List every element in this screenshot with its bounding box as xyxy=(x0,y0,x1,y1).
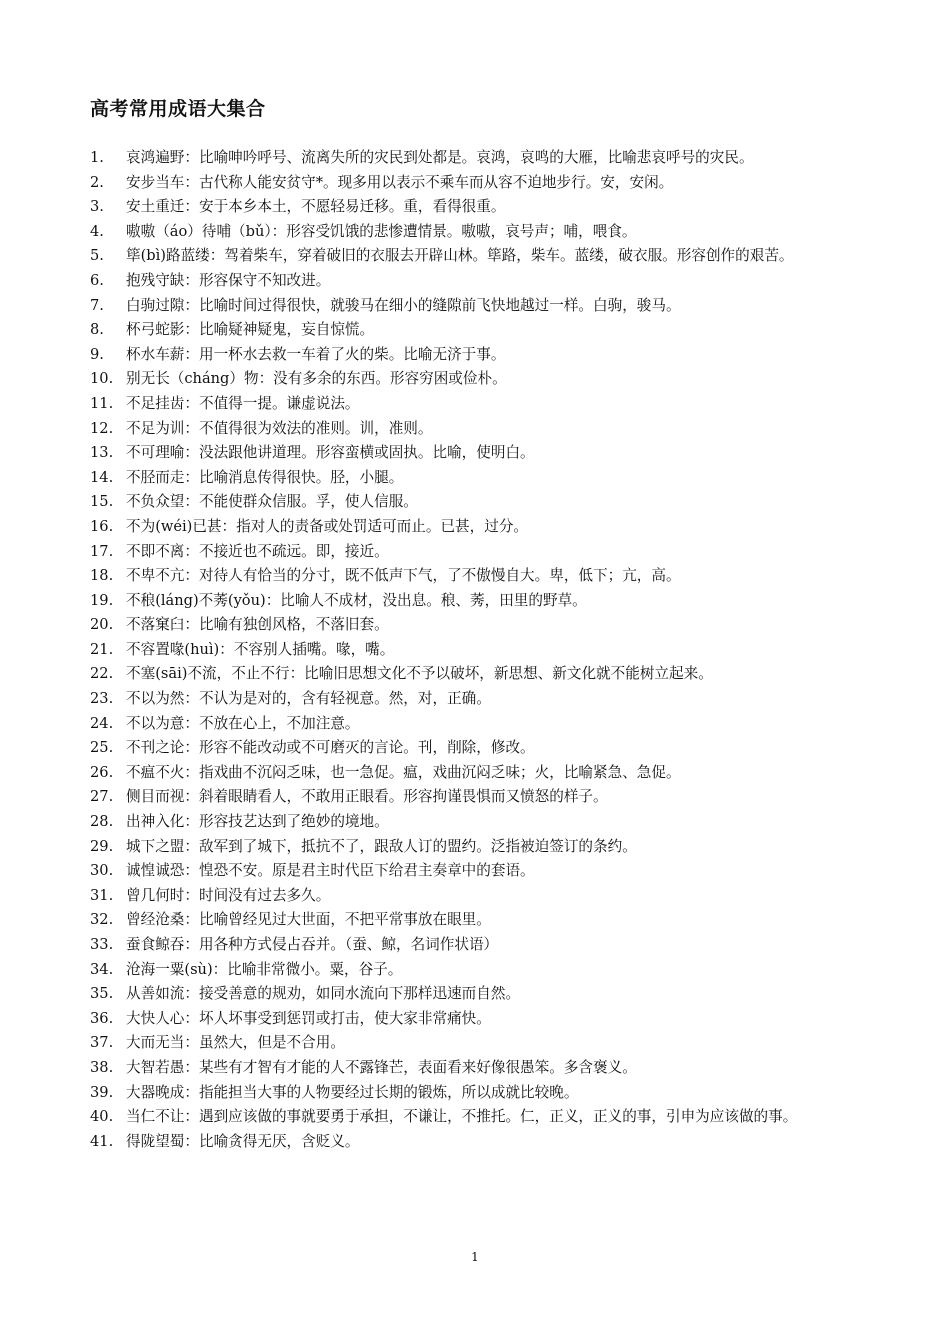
list-item xyxy=(90,687,870,712)
entry-text: 不卑不亢：对待人有恰当的分寸，既不低声下气，了不傲慢自大。卑，低下；亢，高。 xyxy=(126,567,681,585)
entry-text: 安土重迁：安于本乡本土，不愿轻易迁移。重，看得很重。 xyxy=(126,198,506,216)
entry-number: 22. xyxy=(90,665,114,683)
list-item xyxy=(90,515,870,540)
list-item xyxy=(90,417,870,442)
entry-text: 大智若愚：某些有才智有才能的人不露锋芒，表面看来好像很愚笨。多含褒义。 xyxy=(126,1058,637,1076)
entry-number: 1. xyxy=(90,149,104,166)
entry-number: 39. xyxy=(90,1083,114,1101)
list-item xyxy=(90,564,870,589)
list-item xyxy=(90,613,870,638)
entry-number: 21. xyxy=(90,640,114,658)
list-item xyxy=(90,1007,870,1032)
entry-text: 不可理喻：没法跟他讲道理。形容蛮横或固执。比喻，使明白。 xyxy=(126,444,535,462)
list-item xyxy=(90,859,870,884)
entry-text: 不容置喙(huì)：不容别人插嘴。喙，嘴。 xyxy=(126,640,395,658)
entry-text: 杯水车薪：用一杯水去救一车着了火的柴。比喻无济于事。 xyxy=(126,345,506,363)
entry-number: 13. xyxy=(90,444,114,462)
entry-number: 32. xyxy=(90,911,114,929)
entry-text: 别无长（cháng）物：没有多余的东西。形容穷困或俭朴。 xyxy=(126,370,507,388)
entry-text: 白驹过隙：比喻时间过得很快，就骏马在细小的缝隙前飞快地越过一样。白驹，骏马。 xyxy=(126,296,681,314)
entry-number: 2. xyxy=(90,173,104,191)
entry-text: 抱残守缺：形容保守不知改进。 xyxy=(126,271,331,289)
entry-number: 24. xyxy=(90,714,114,732)
list-item xyxy=(90,171,870,196)
entry-text: 侧目而视：斜着眼睛看人，不敢用正眼看。形容拘谨畏惧而又愤怒的样子。 xyxy=(126,788,608,806)
entry-text: 哀鸿遍野：比喻呻吟呼号、流离失所的灾民到处都是。哀鸿，哀鸣的大雁，比喻悲哀呼号的灾民。 xyxy=(126,149,754,166)
list-item xyxy=(90,810,870,835)
entry-text: 不瘟不火：指戏曲不沉闷乏味，也一急促。瘟，戏曲沉闷乏味；火，比喻紧急、急促。 xyxy=(126,763,681,781)
entry-text: 不稂(láng)不莠(yǒu)：比喻人不成材，没出息。稂、莠，田里的野草。 xyxy=(126,591,587,609)
list-item xyxy=(90,367,870,392)
list-item xyxy=(90,1081,870,1106)
list-item xyxy=(90,958,870,983)
entry-number: 10. xyxy=(90,370,114,388)
entry-text: 不刊之论：形容不能改动或不可磨灭的言论。刊，削除，修改。 xyxy=(126,739,535,757)
entry-number: 14. xyxy=(90,468,114,486)
list-item xyxy=(90,589,870,614)
entry-number: 28. xyxy=(90,813,114,831)
entry-text: 蚕食鲸吞：用各种方式侵占吞并。（蚕、鲸，名词作状语） xyxy=(126,936,499,953)
entry-text: 不落窠臼：比喻有独创风格，不落旧套。 xyxy=(126,616,389,634)
entry-number: 29. xyxy=(90,837,114,855)
entry-text: 从善如流：接受善意的规劝，如同水流向下那样迅速而自然。 xyxy=(126,985,521,1003)
list-item xyxy=(90,466,870,491)
entry-number: 8. xyxy=(90,321,104,339)
entry-number: 27. xyxy=(90,788,114,806)
entry-number: 40. xyxy=(90,1108,114,1126)
entry-number: 34. xyxy=(90,960,114,978)
entry-text: 不负众望：不能使群众信服。孚，使人信服。 xyxy=(126,493,418,511)
entry-text: 不以为意：不放在心上，不加注意。 xyxy=(126,714,360,732)
entry-number: 19. xyxy=(90,591,114,609)
entry-text: 曾几何时：时间没有过去多久。 xyxy=(126,886,331,904)
entry-number: 11. xyxy=(90,394,114,412)
entry-number: 31. xyxy=(90,886,114,904)
list-item xyxy=(90,343,870,368)
list-item xyxy=(90,933,870,958)
entry-text: 曾经沧桑：比喻曾经见过大世面，不把平常事放在眼里。 xyxy=(126,911,491,929)
entry-number: 26. xyxy=(90,763,114,781)
list-item xyxy=(90,884,870,909)
list-item xyxy=(90,761,870,786)
list-item xyxy=(90,269,870,294)
list-item xyxy=(90,835,870,860)
list-item xyxy=(90,441,870,466)
list-item xyxy=(90,1056,870,1081)
entry-number: 3. xyxy=(90,198,104,216)
list-item xyxy=(90,294,870,319)
entry-text: 城下之盟：敌军到了城下，抵抗不了，跟敌人订的盟约。泛指被迫签订的条约。 xyxy=(126,837,637,855)
entry-number: 12. xyxy=(90,419,114,437)
list-item xyxy=(90,712,870,737)
list-item xyxy=(90,244,870,269)
entry-number: 17. xyxy=(90,542,114,560)
entry-text: 大器晚成：指能担当大事的人物要经过长期的锻炼，所以成就比较晚。 xyxy=(126,1083,579,1101)
entry-number: 23. xyxy=(90,690,114,708)
entry-number: 18. xyxy=(90,567,114,585)
entry-number: 6. xyxy=(90,271,104,289)
entry-number: 38. xyxy=(90,1058,114,1076)
entry-number: 33. xyxy=(90,936,114,953)
entry-number: 20. xyxy=(90,616,114,634)
entry-text: 不足为训：不值得很为效法的准则。训，准则。 xyxy=(126,419,433,437)
entry-number: 30. xyxy=(90,862,114,880)
list-item xyxy=(90,785,870,810)
entry-text: 出神入化：形容技艺达到了绝妙的境地。 xyxy=(126,813,389,831)
entry-text: 诚惶诚恐：惶恐不安。原是君主时代臣下给君主奏章中的套语。 xyxy=(126,862,535,880)
list-item xyxy=(90,908,870,933)
entry-text: 不塞(sāi)不流，不止不行：比喻旧思想文化不予以破坏，新思想、新文化就不能树立起来。 xyxy=(126,665,713,683)
entry-number: 4. xyxy=(90,222,104,240)
entry-number: 15. xyxy=(90,493,114,511)
entry-number: 5. xyxy=(90,247,104,265)
list-item xyxy=(90,638,870,663)
page-number: 1 xyxy=(471,1250,479,1264)
document-title: 高考常用成语大集合 xyxy=(90,98,266,120)
list-item xyxy=(90,662,870,687)
list-item xyxy=(90,1031,870,1056)
list-item xyxy=(90,736,870,761)
entry-number: 41. xyxy=(90,1132,114,1150)
entry-number: 9. xyxy=(90,345,104,363)
entry-text: 安步当车：古代称人能安贫守*。现多用以表示不乘车而从容不迫地步行。安，安闲。 xyxy=(126,173,674,191)
idiom-list xyxy=(90,146,870,1154)
list-item xyxy=(90,195,870,220)
entry-number: 25. xyxy=(90,739,114,757)
list-item xyxy=(90,146,870,171)
list-item xyxy=(90,490,870,515)
entry-text: 不即不离：不接近也不疏远。即，接近。 xyxy=(126,542,389,560)
list-item xyxy=(90,220,870,245)
entry-text: 嗷嗷（áo）待哺（bǔ）：形容受饥饿的悲惨遭情景。嗷嗷，哀号声；哺，喂食。 xyxy=(126,222,637,240)
list-item xyxy=(90,1130,870,1155)
entry-text: 筚(bì)路蓝缕：驾着柴车，穿着破旧的衣服去开辟山林。筚路，柴车。蓝缕，破衣服。形容创作的艰苦。 xyxy=(126,247,794,265)
entry-text: 不胫而走：比喻消息传得很快。胫，小腿。 xyxy=(126,468,404,486)
list-item xyxy=(90,318,870,343)
entry-text: 不足挂齿：不值得一提。谦虚说法。 xyxy=(126,394,360,412)
entry-text: 得陇望蜀：比喻贪得无厌，含贬义。 xyxy=(126,1132,360,1150)
entry-text: 当仁不让：遇到应该做的事就要勇于承担，不谦让，不推托。仁，正义，正义的事，引申为应该做的事。 xyxy=(126,1108,798,1126)
entry-text: 杯弓蛇影：比喻疑神疑鬼，妄自惊慌。 xyxy=(126,321,375,339)
entry-number: 35. xyxy=(90,985,114,1003)
entry-number: 16. xyxy=(90,517,114,535)
entry-text: 不为(wéi)已甚：指对人的责备或处罚适可而止。已甚，过分。 xyxy=(126,517,529,535)
list-item xyxy=(90,1105,870,1130)
entry-number: 37. xyxy=(90,1034,114,1052)
entry-text: 不以为然：不认为是对的，含有轻视意。然，对，正确。 xyxy=(126,690,491,708)
entry-number: 36. xyxy=(90,1009,114,1027)
list-item xyxy=(90,540,870,565)
entry-text: 大快人心：坏人坏事受到惩罚或打击，使大家非常痛快。 xyxy=(126,1009,491,1027)
entry-text: 大而无当：虽然大，但是不合用。 xyxy=(126,1034,345,1052)
list-item xyxy=(90,982,870,1007)
entry-text: 沧海一粟(sù)：比喻非常微小。粟，谷子。 xyxy=(126,960,403,978)
list-item xyxy=(90,392,870,417)
entry-number: 7. xyxy=(90,296,104,314)
